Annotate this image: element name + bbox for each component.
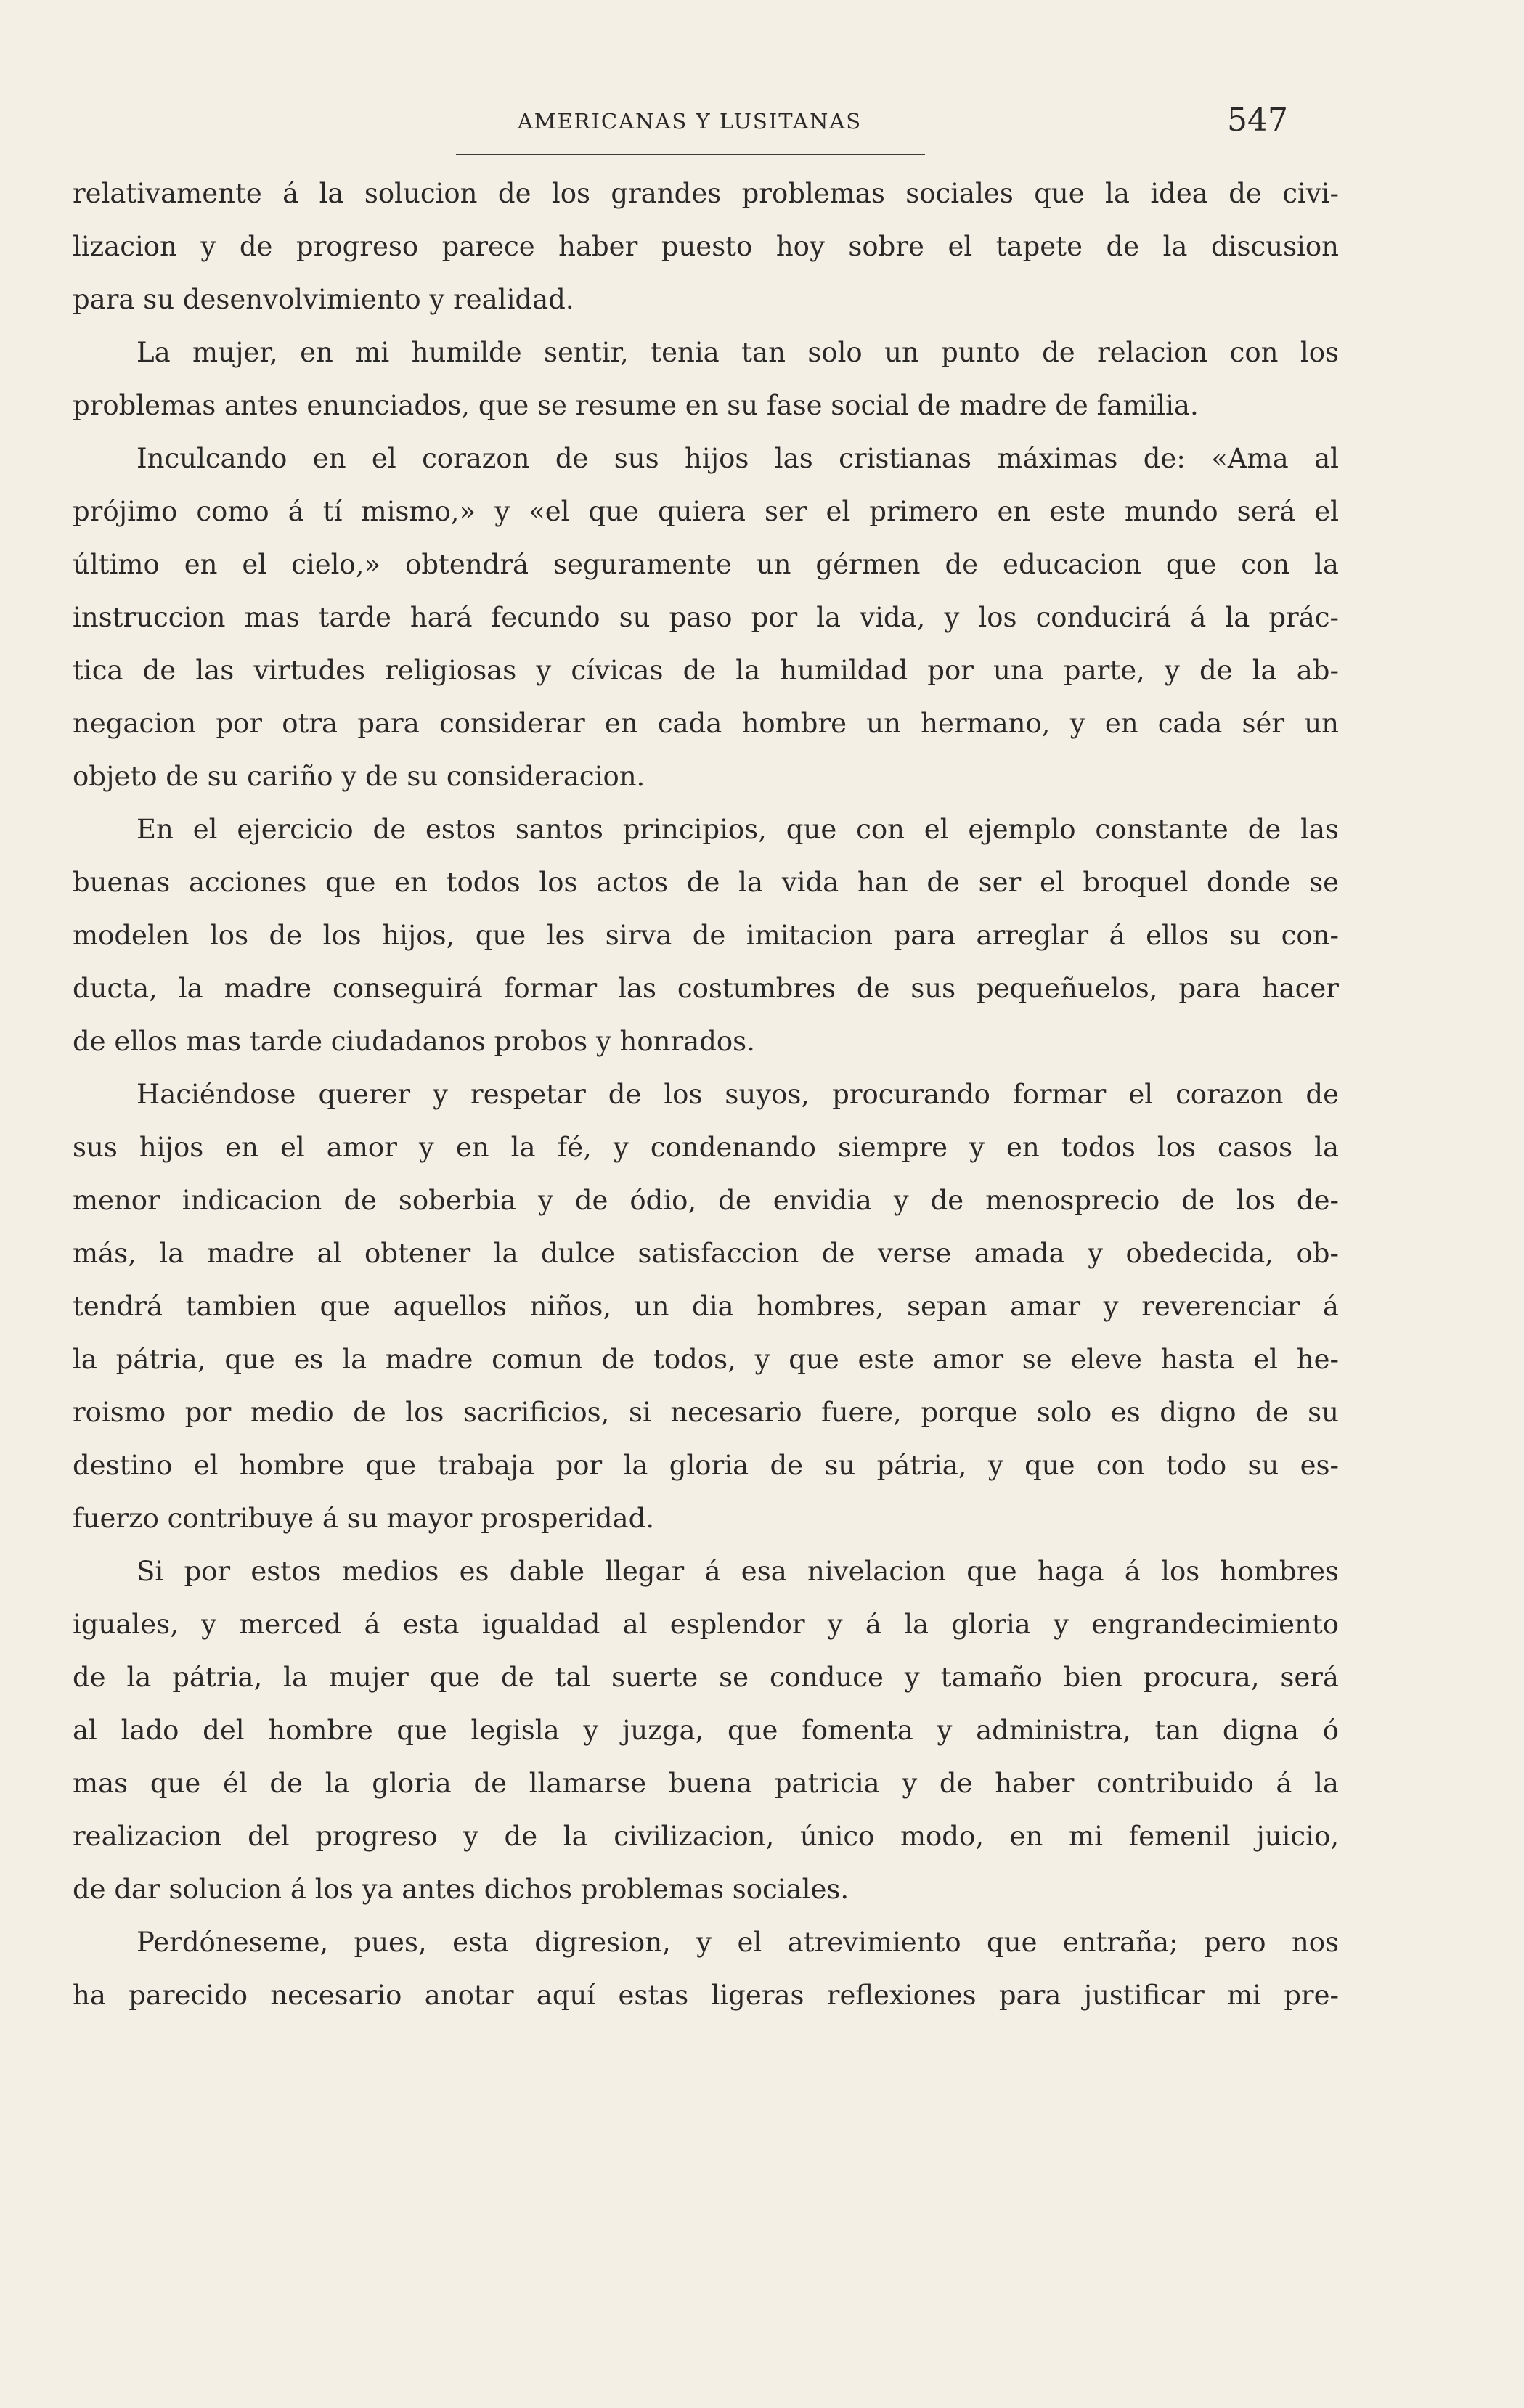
text-line: Si por estos medios es dable llegar á esa nivelacion que haga á los hombres — [136, 1556, 1339, 1587]
paragraph — [73, 326, 1339, 432]
text-line: negacion por otra para considerar en cada hombre un hermano, y en cada sér un — [73, 708, 1339, 739]
text-line: fuerzo contribuye á su mayor prosperidad. — [73, 1503, 655, 1534]
body-text — [73, 167, 1339, 2022]
paragraph — [73, 167, 1339, 326]
paragraph — [73, 1545, 1339, 1916]
paragraph — [73, 1068, 1339, 1545]
text-line: tendrá tambien que aquellos niños, un dia hombres, sepan amar y reverenciar á — [73, 1291, 1339, 1322]
text-line: la pátria, que es la madre comun de todos, y que este amor se eleve hasta el he- — [73, 1344, 1339, 1375]
text-line: Haciéndose querer y respetar de los suyos, procurando formar el corazon de — [136, 1079, 1339, 1110]
text-line: mas que él de la gloria de llamarse buena patricia y de haber contribuido á la — [73, 1768, 1339, 1799]
text-line: instruccion mas tarde hará fecundo su paso por la vida, y los conducirá á la prác- — [73, 602, 1339, 633]
text-line: de ellos mas tarde ciudadanos probos y honrados. — [73, 1026, 755, 1057]
text-line: más, la madre al obtener la dulce satisfaccion de verse amada y obedecida, ob- — [73, 1238, 1339, 1269]
text-line: realizacion del progreso y de la civilizacion, único modo, en mi femenil juicio, — [73, 1821, 1339, 1852]
text-line: ducta, la madre conseguirá formar las costumbres de sus pequeñuelos, para hacer — [73, 973, 1339, 1004]
page-number: 547 — [1227, 102, 1288, 139]
text-line: menor indicacion de soberbia y de ódio, de envidia y de menosprecio de los de- — [73, 1185, 1339, 1216]
text-line: de dar solucion á los ya antes dichos problemas sociales. — [73, 1874, 849, 1905]
text-line: ha parecido necesario anotar aquí estas ligeras reflexiones para justificar mi pre- — [73, 1980, 1339, 2011]
text-line: de la pátria, la mujer que de tal suerte se conduce y tamaño bien procura, será — [73, 1662, 1339, 1693]
text-line: último en el cielo,» obtendrá seguramente un gérmen de educacion que con la — [73, 549, 1339, 580]
text-line: lizacion y de progreso parece haber puesto hoy sobre el tapete de la discusion — [73, 231, 1339, 262]
text-line: La mujer, en mi humilde sentir, tenia tan solo un punto de relacion con los — [136, 337, 1339, 368]
header-rule — [456, 154, 925, 155]
text-line: relativamente á la solucion de los grandes problemas sociales que la idea de civi- — [73, 178, 1339, 209]
text-line: En el ejercicio de estos santos principios, que con el ejemplo constante de las — [136, 814, 1339, 845]
text-line: roismo por medio de los sacrificios, si necesario fuere, porque solo es digno de su — [73, 1397, 1339, 1428]
text-line: para su desenvolvimiento y realidad. — [73, 284, 574, 315]
text-line: tica de las virtudes religiosas y cívicas de la humildad por una parte, y de la ab- — [73, 655, 1339, 686]
paragraph — [73, 1916, 1339, 2022]
text-line: objeto de su cariño y de su consideracion. — [73, 761, 645, 792]
paragraph — [73, 803, 1339, 1068]
text-line: Inculcando en el corazon de sus hijos las cristianas máximas de: «Ama al — [136, 443, 1339, 474]
text-line: al lado del hombre que legisla y juzga, que fomenta y administra, tan digna ó — [73, 1715, 1339, 1746]
text-line: problemas antes enunciados, que se resume en su fase social de madre de familia. — [73, 390, 1199, 421]
text-line: destino el hombre que trabaja por la gloria de su pátria, y que con todo su es- — [73, 1450, 1339, 1481]
text-line: buenas acciones que en todos los actos de la vida han de ser el broquel donde se — [73, 867, 1339, 898]
text-line: prójimo como á tí mismo,» y «el que quiera ser el primero en este mundo será el — [73, 496, 1339, 527]
text-line: sus hijos en el amor y en la fé, y condenando siempre y en todos los casos la — [73, 1132, 1339, 1163]
text-line: Perdóneseme, pues, esta digresion, y el atrevimiento que entraña; pero nos — [136, 1927, 1339, 1958]
running-title: AMERICANAS Y LUSITANAS — [517, 109, 863, 134]
text-line: iguales, y merced á esta igualdad al esplendor y á la gloria y engrandecimiento — [73, 1609, 1339, 1640]
paragraph — [73, 432, 1339, 803]
text-line: modelen los de los hijos, que les sirva de imitacion para arreglar á ellos su con- — [73, 920, 1339, 951]
